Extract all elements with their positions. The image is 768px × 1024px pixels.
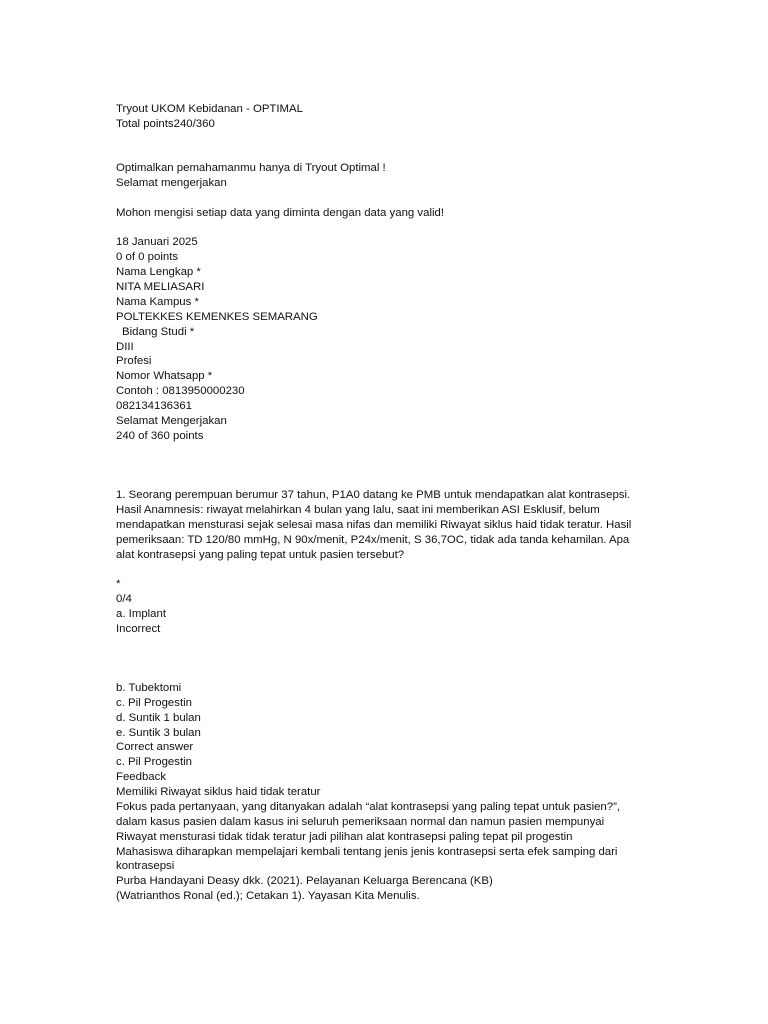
question-line: mendapatkan mensturasi sejak selesai masa nifas dan memiliki Riwayat siklus haid tidak teratur. Hasil — [116, 519, 632, 531]
whatsapp-example: Contoh : 0813950000230 — [116, 385, 245, 397]
form-instruction: Mohon mengisi setiap data yang diminta dengan data yang valid! — [116, 207, 445, 219]
answer-option: b. Tubektomi — [116, 682, 182, 694]
quiz-title: Tryout UKOM Kebidanan - OPTIMAL — [116, 103, 303, 115]
feedback-line: Memiliki Riwayat siklus haid tidak teratur — [116, 786, 321, 798]
feedback-line: kontrasepsi — [116, 860, 175, 872]
selected-answer: a. Implant — [116, 608, 167, 620]
feedback-line: dalam kasus pasien dalam kasus ini seluruh pemeriksaan normal dan namun pasien mempunyai — [116, 816, 605, 828]
question-line: alat kontrasepsi yang paling tepat untuk pasien tersebut? — [116, 549, 405, 561]
feedback-line: Mahasiswa diharapkan mempelajari kembali tentang jenis jenis kontrasepsi serta efek samping dari — [116, 846, 618, 858]
answer-result: Incorrect — [116, 623, 161, 635]
greeting-text: Selamat Mengerjakan — [116, 415, 227, 427]
feedback-line: Riwayat mensturasi tidak tidak teratur jadi pilihan alat kontrasepsi paling tepat pil progestin — [116, 831, 573, 843]
whatsapp-value: 082134136361 — [116, 400, 193, 412]
campus-value: POLTEKKES KEMENKES SEMARANG — [116, 311, 318, 323]
question-score: 0/4 — [116, 593, 132, 605]
reference-line: (Watrianthos Ronal (ed.); Cetakan 1). Yayasan Kita Menulis. — [116, 890, 420, 902]
name-label: Nama Lengkap * — [116, 266, 201, 278]
feedback-line: Fokus pada pertanyaan, yang ditanyakan adalah “alat kontrasepsi yang paling tepat untuk pasien?”, — [116, 801, 621, 813]
section-points: 0 of 0 points — [116, 251, 179, 263]
reference-line: Purba Handayani Deasy dkk. (2021). Pelayanan Keluarga Berencana (KB) — [116, 875, 493, 887]
field-label: Bidang Studi * — [122, 326, 195, 338]
answer-option: e. Suntik 3 bulan — [116, 727, 201, 739]
question-line: Hasil Anamnesis: riwayat melahirkan 4 bulan yang lalu, saat ini memberikan ASI Esklusif, belum — [116, 504, 600, 516]
name-value: NITA MELIASARI — [116, 281, 205, 293]
question-line: pemeriksaan: TD 120/80 mmHg, N 90x/menit, P24x/menit, S 36,7OC, tidak ada tanda kehamilan. Apa — [116, 534, 630, 546]
question-line: 1. Seorang perempuan berumur 37 tahun, P1A0 datang ke PMB untuk mendapatkan alat kontrasepsi. — [116, 489, 631, 501]
intro-line: Optimalkan pemahamanmu hanya di Tryout Optimal ! — [116, 162, 386, 174]
answer-option: d. Suntik 1 bulan — [116, 712, 201, 724]
answer-option: c. Pil Progestin — [116, 697, 192, 709]
field-value-diii: DIII — [116, 341, 134, 353]
overall-score: 240 of 360 points — [116, 430, 204, 442]
intro-greeting: Selamat mengerjakan — [116, 177, 227, 189]
correct-answer-label: Correct answer — [116, 741, 194, 753]
date-text: 18 Januari 2025 — [116, 236, 198, 248]
correct-answer: c. Pil Progestin — [116, 756, 192, 768]
whatsapp-label: Nomor Whatsapp * — [116, 370, 213, 382]
field-value-profesi: Profesi — [116, 355, 152, 367]
campus-label: Nama Kampus * — [116, 296, 199, 308]
feedback-label: Feedback — [116, 771, 167, 783]
required-mark: * — [116, 578, 121, 590]
total-points: Total points240/360 — [116, 118, 215, 130]
